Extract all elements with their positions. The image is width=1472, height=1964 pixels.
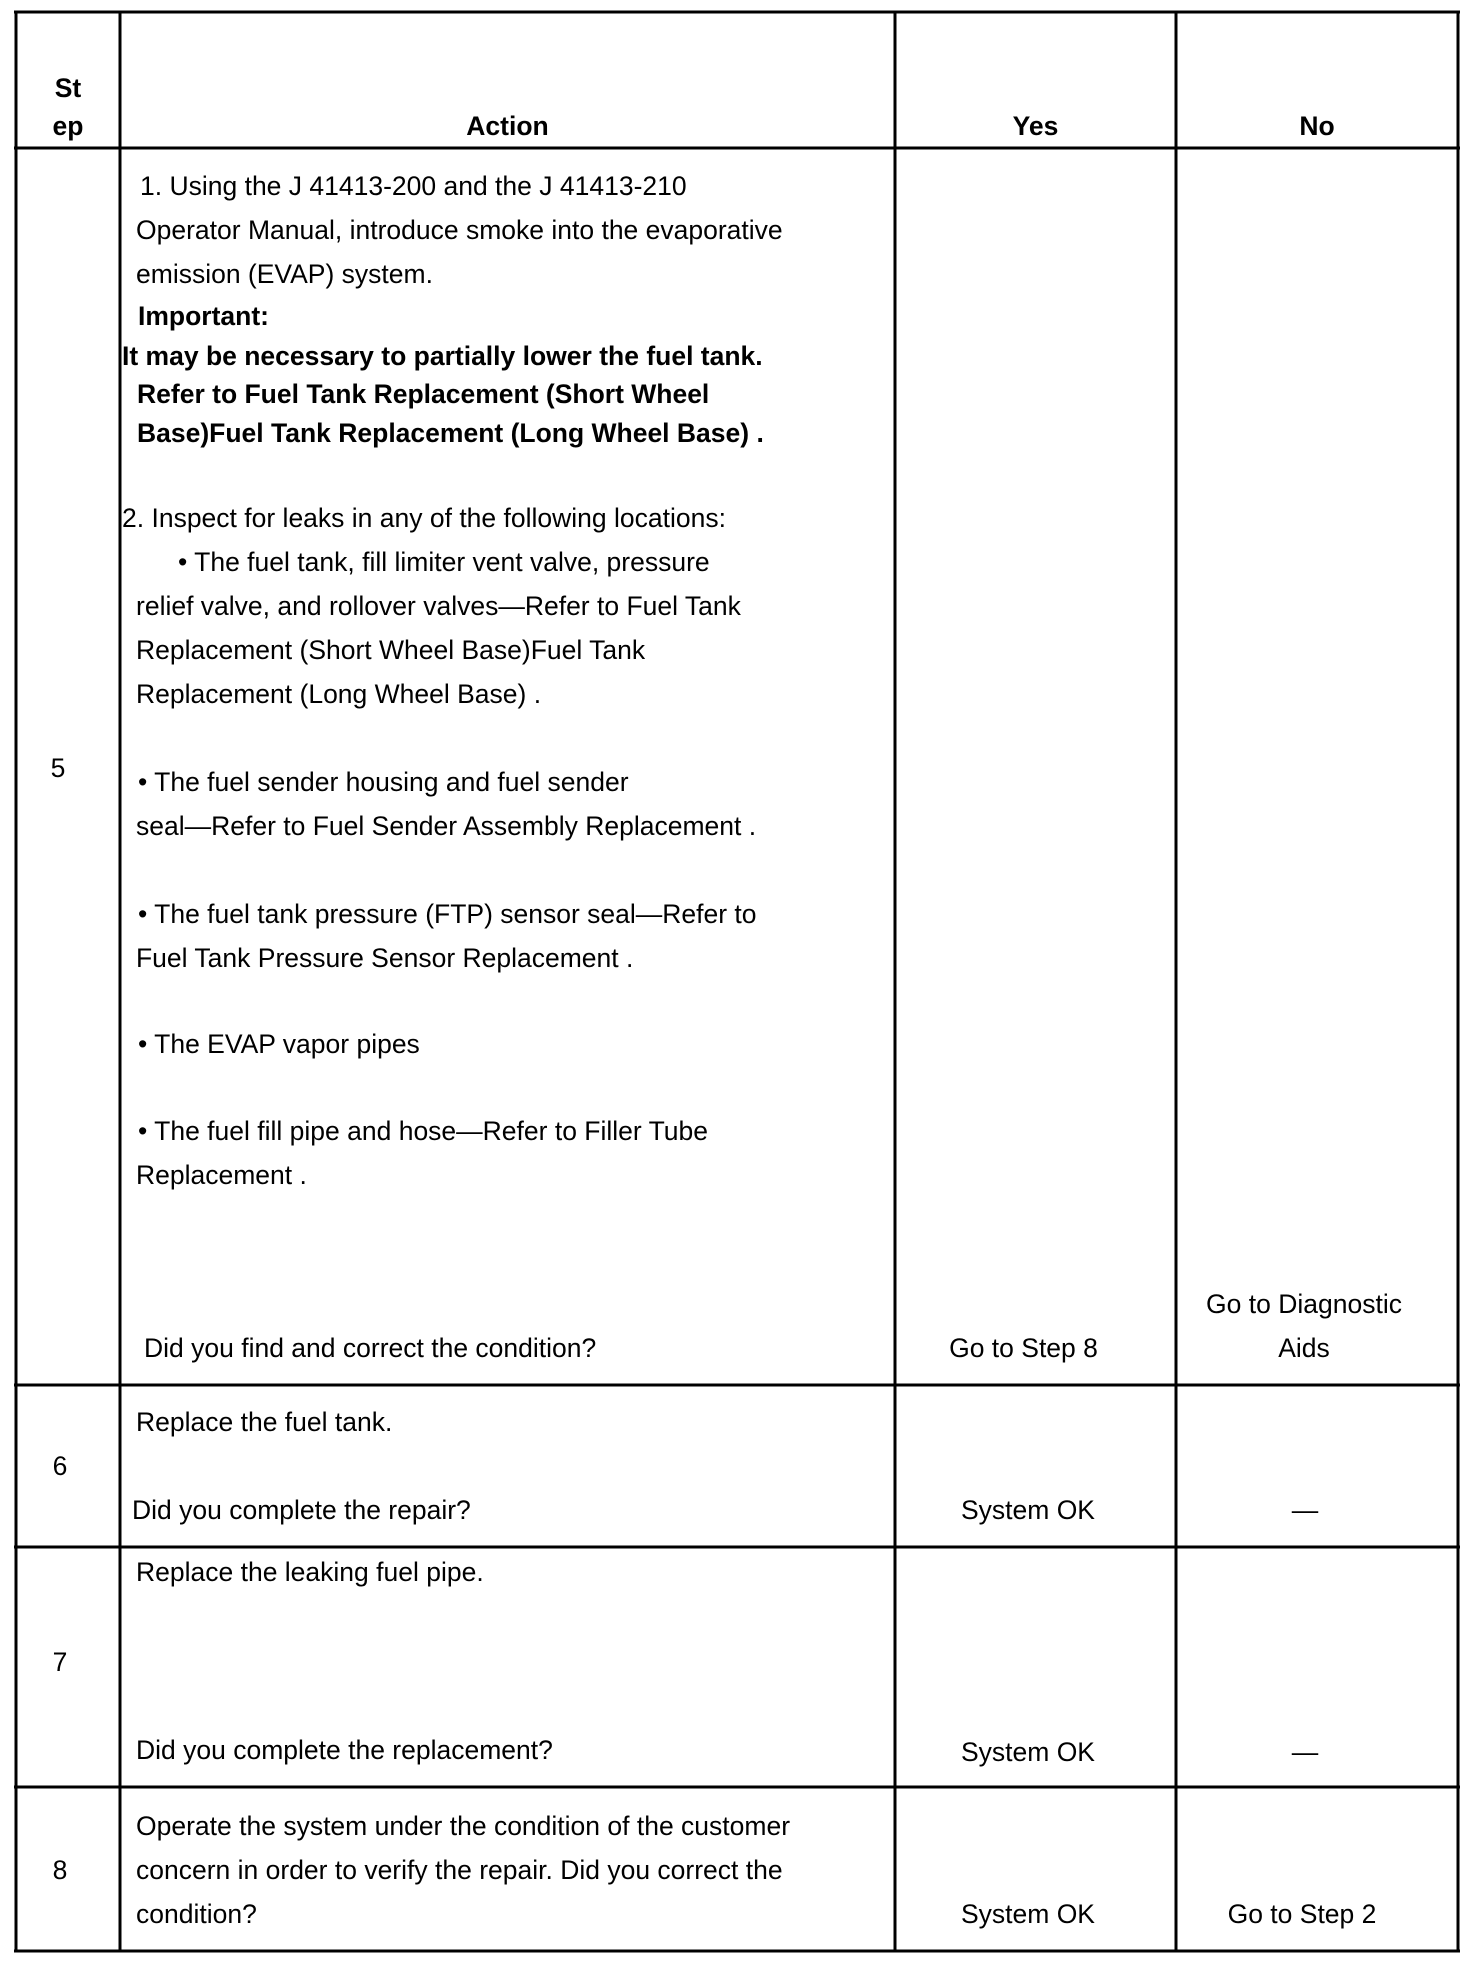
bullet-item: Replacement (Short Wheel Base)Fuel Tank bbox=[136, 635, 646, 665]
bullet-item: Replacement (Long Wheel Base) . bbox=[136, 679, 542, 709]
step-number: 7 bbox=[52, 1647, 68, 1677]
action-text: condition? bbox=[136, 1899, 257, 1929]
bullet-item: • The fuel sender housing and fuel sender bbox=[138, 767, 629, 797]
action-text: Replace the leaking fuel pipe. bbox=[136, 1557, 484, 1587]
important-text: Base)Fuel Tank Replacement (Long Wheel Base) . bbox=[137, 418, 764, 448]
yes-result: System OK bbox=[960, 1737, 1095, 1767]
important-text: Refer to Fuel Tank Replacement (Short Wheel bbox=[137, 379, 710, 409]
no-result: Go to Diagnostic bbox=[1206, 1289, 1402, 1319]
no-result: Go to Step 2 bbox=[1227, 1899, 1377, 1929]
no-result: — bbox=[1291, 1495, 1319, 1525]
action-text: 1. Using the J 41413-200 and the J 41413-210 bbox=[140, 171, 687, 201]
step-number: 6 bbox=[52, 1451, 68, 1481]
important-text: It may be necessary to partially lower the fuel tank. bbox=[122, 341, 763, 371]
question-text: Did you find and correct the condition? bbox=[144, 1333, 597, 1363]
bullet-item: • The fuel tank, fill limiter vent valve, pressure bbox=[178, 547, 710, 577]
action-text: Replace the fuel tank. bbox=[136, 1407, 393, 1437]
bullet-item: relief valve, and rollover valves—Refer to Fuel Tank bbox=[136, 591, 741, 621]
question-text: Did you complete the repair? bbox=[132, 1495, 471, 1525]
action-text: concern in order to verify the repair. Did you correct the bbox=[136, 1855, 783, 1885]
important-label: Important: bbox=[138, 301, 270, 331]
step-number: 8 bbox=[52, 1855, 68, 1885]
action-text: Operator Manual, introduce smoke into the evaporative bbox=[136, 215, 783, 245]
action-text: emission (EVAP) system. bbox=[136, 259, 433, 289]
bullet-item: • The fuel tank pressure (FTP) sensor seal—Refer to bbox=[138, 899, 757, 929]
no-result: Aids bbox=[1278, 1333, 1330, 1363]
bullet-item: Fuel Tank Pressure Sensor Replacement . bbox=[136, 943, 634, 973]
yes-result: System OK bbox=[960, 1495, 1095, 1525]
no-result: — bbox=[1291, 1737, 1319, 1767]
action-text: 2. Inspect for leaks in any of the following locations: bbox=[122, 503, 726, 533]
bullet-item: • The EVAP vapor pipes bbox=[138, 1029, 420, 1059]
yes-result: System OK bbox=[960, 1899, 1095, 1929]
header-action: Action bbox=[466, 111, 549, 141]
header-step-line2: ep bbox=[52, 111, 84, 141]
header-no: No bbox=[1299, 111, 1335, 141]
header-yes: Yes bbox=[1012, 111, 1059, 141]
header-step-line1: St bbox=[54, 73, 82, 103]
yes-result: Go to Step 8 bbox=[949, 1333, 1098, 1363]
step-number: 5 bbox=[50, 753, 66, 783]
action-text: Operate the system under the condition of the customer bbox=[136, 1811, 791, 1841]
bullet-item: seal—Refer to Fuel Sender Assembly Replacement . bbox=[136, 811, 757, 841]
question-text: Did you complete the replacement? bbox=[136, 1735, 553, 1765]
bullet-item: • The fuel fill pipe and hose—Refer to Filler Tube bbox=[138, 1116, 709, 1146]
bullet-item: Replacement . bbox=[136, 1160, 307, 1190]
